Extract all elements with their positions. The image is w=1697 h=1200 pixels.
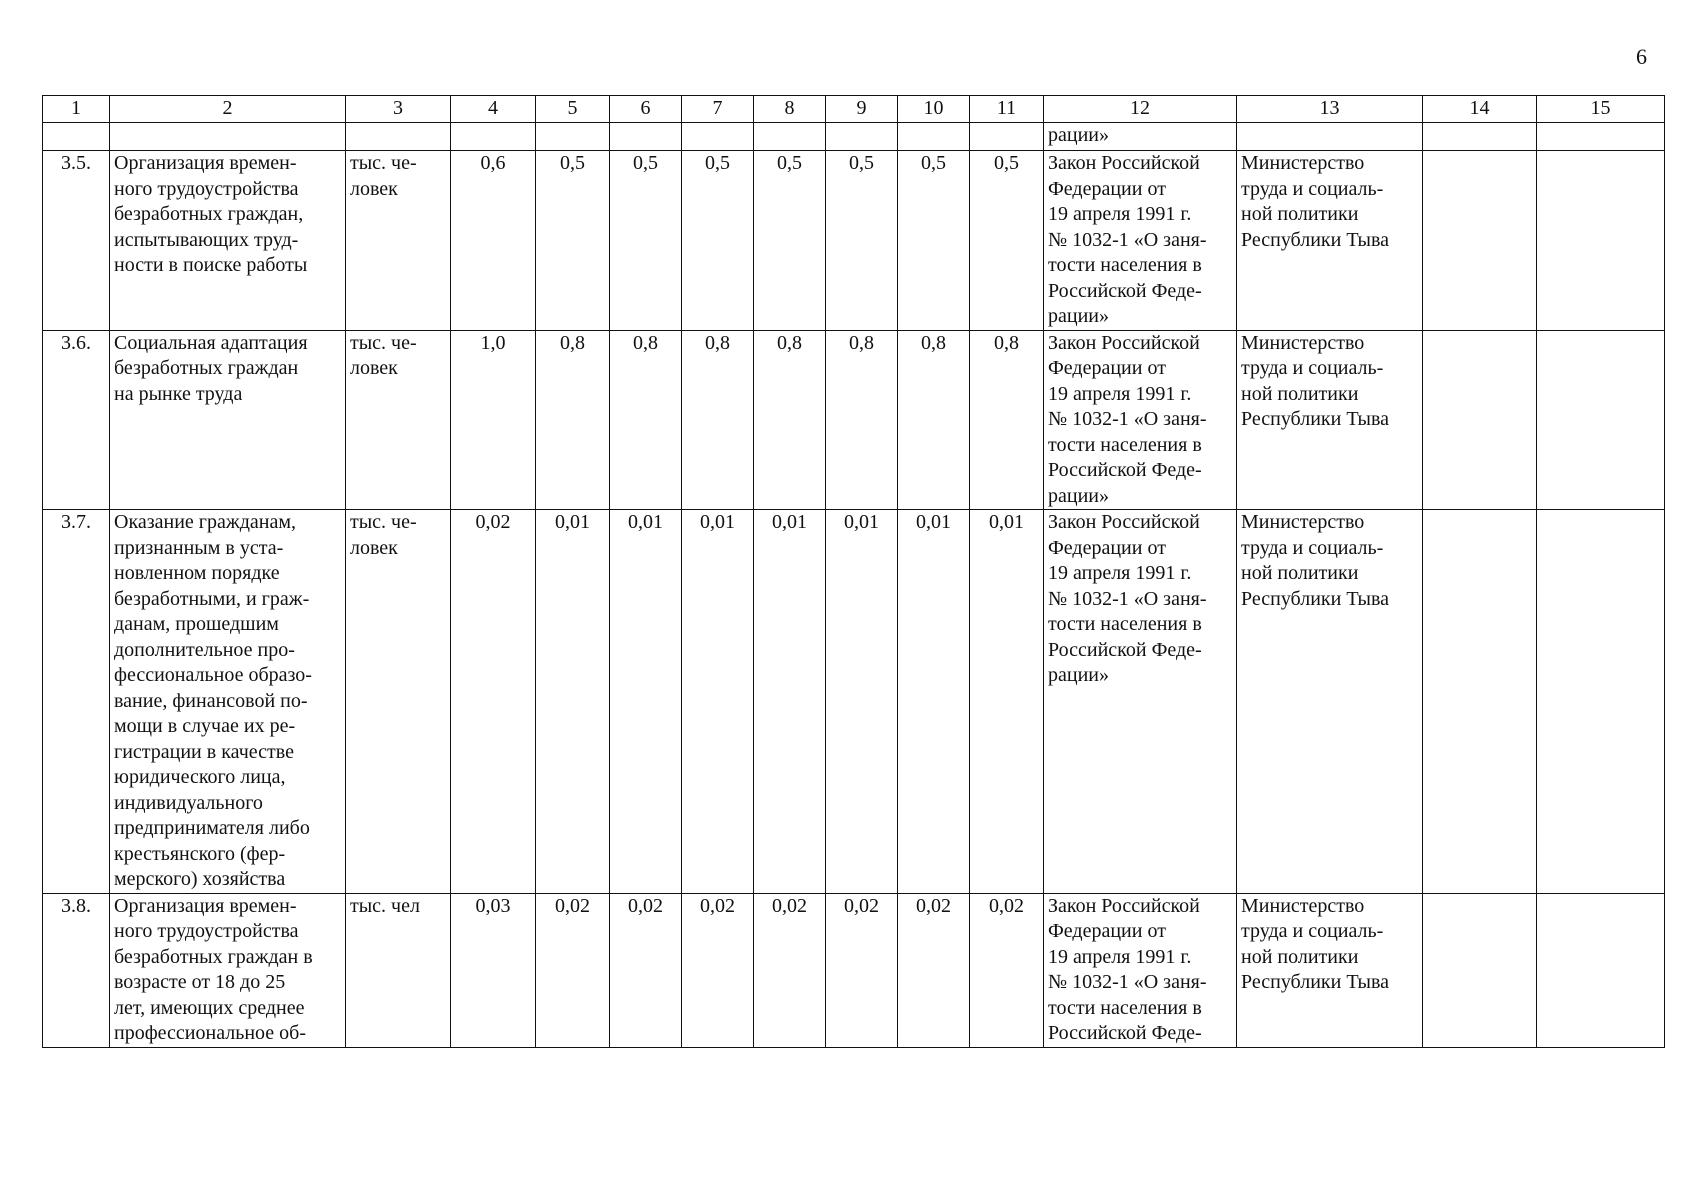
value-cell: 0,5 <box>610 151 682 331</box>
value-cell: 0,5 <box>682 151 754 331</box>
table-row <box>43 151 1665 331</box>
column-14-cell <box>1423 510 1537 894</box>
empty-cell <box>754 123 826 151</box>
row-number-cell: 3.7. <box>43 510 110 894</box>
empty-cell <box>110 123 346 151</box>
value-cell: 0,8 <box>682 330 754 510</box>
column-number: 9 <box>826 96 898 123</box>
column-15-cell <box>1537 151 1665 331</box>
legal-basis-cell: Закон Российской Федерации от 19 апреля 1991 г. № 1032-1 «О заня- тости населения в Российской Феде- рации» <box>1044 151 1237 331</box>
column-number: 11 <box>970 96 1044 123</box>
empty-cell <box>682 123 754 151</box>
empty-cell <box>451 123 536 151</box>
value-cell: 0,5 <box>970 151 1044 331</box>
column-14-cell <box>1423 151 1537 331</box>
column-number: 12 <box>1044 96 1237 123</box>
empty-cell <box>1537 123 1665 151</box>
empty-cell <box>1423 123 1537 151</box>
value-cell: 0,5 <box>898 151 970 331</box>
legal-basis-cell: Закон Российской Федерации от 19 апреля 1991 г. № 1032-1 «О заня- тости населения в Российской Феде- рации» <box>1044 330 1237 510</box>
value-cell: 0,02 <box>970 893 1044 1047</box>
column-number: 5 <box>536 96 610 123</box>
unit-cell: тыс. че- ловек <box>346 151 451 331</box>
value-cell: 0,03 <box>451 893 536 1047</box>
value-cell: 0,8 <box>536 330 610 510</box>
responsible-cell: Министерство труда и социаль- ной политики Республики Тыва <box>1237 893 1423 1047</box>
page-number: 6 <box>1636 44 1647 69</box>
table-row <box>43 510 1665 894</box>
legal-basis-cell: Закон Российской Федерации от 19 апреля 1991 г. № 1032-1 «О заня- тости населения в Российской Феде- <box>1044 893 1237 1047</box>
column-number: 10 <box>898 96 970 123</box>
column-15-cell <box>1537 893 1665 1047</box>
column-14-cell <box>1423 893 1537 1047</box>
empty-cell <box>346 123 451 151</box>
value-cell: 0,02 <box>536 893 610 1047</box>
unit-cell: тыс. че- ловек <box>346 330 451 510</box>
value-cell: 0,01 <box>754 510 826 894</box>
value-cell: 0,8 <box>754 330 826 510</box>
value-cell: 0,02 <box>898 893 970 1047</box>
measure-name-cell: Организация времен- ного трудоустройства безработных граждан, испытывающих труд- ности в поиске работы <box>110 151 346 331</box>
row-number-cell: 3.5. <box>43 151 110 331</box>
value-cell: 0,01 <box>970 510 1044 894</box>
empty-cell <box>536 123 610 151</box>
column-numbers-row <box>43 96 1665 123</box>
column-number: 3 <box>346 96 451 123</box>
value-cell: 0,01 <box>682 510 754 894</box>
value-cell: 0,5 <box>826 151 898 331</box>
empty-cell <box>898 123 970 151</box>
table-row <box>43 893 1665 1047</box>
column-number: 7 <box>682 96 754 123</box>
law-continuation-cell: рации» <box>1044 123 1237 151</box>
value-cell: 0,01 <box>898 510 970 894</box>
value-cell: 0,02 <box>826 893 898 1047</box>
column-number: 4 <box>451 96 536 123</box>
unit-cell: тыс. че- ловек <box>346 510 451 894</box>
program-table <box>42 95 1665 1048</box>
column-14-cell <box>1423 330 1537 510</box>
measure-name-cell: Оказание гражданам, признанным в уста- новленном порядке безработными, и граж- данам, прошедшим дополнительное про- фессиональное образо- вание, финансовой по- мощи в случае их ре- гистрации в качестве юридического лица, индивидуального предпринимателя либо крестьянского (фер- мерского) хозяйства <box>110 510 346 894</box>
value-cell: 0,5 <box>754 151 826 331</box>
column-number: 14 <box>1423 96 1537 123</box>
value-cell: 0,02 <box>754 893 826 1047</box>
empty-cell <box>610 123 682 151</box>
value-cell: 0,01 <box>536 510 610 894</box>
value-cell: 0,5 <box>536 151 610 331</box>
value-cell: 0,02 <box>610 893 682 1047</box>
value-cell: 1,0 <box>451 330 536 510</box>
value-cell: 0,01 <box>826 510 898 894</box>
column-number: 15 <box>1537 96 1665 123</box>
responsible-cell: Министерство труда и социаль- ной политики Республики Тыва <box>1237 510 1423 894</box>
empty-cell <box>970 123 1044 151</box>
table-row <box>43 330 1665 510</box>
continuation-row <box>43 123 1665 151</box>
column-number: 2 <box>110 96 346 123</box>
value-cell: 0,8 <box>970 330 1044 510</box>
legal-basis-cell: Закон Российской Федерации от 19 апреля 1991 г. № 1032-1 «О заня- тости населения в Российской Феде- рации» <box>1044 510 1237 894</box>
value-cell: 0,8 <box>610 330 682 510</box>
value-cell: 0,01 <box>610 510 682 894</box>
row-number-cell: 3.8. <box>43 893 110 1047</box>
empty-cell <box>43 123 110 151</box>
value-cell: 0,02 <box>451 510 536 894</box>
empty-cell <box>1237 123 1423 151</box>
value-cell: 0,6 <box>451 151 536 331</box>
value-cell: 0,8 <box>898 330 970 510</box>
column-15-cell <box>1537 510 1665 894</box>
column-number: 6 <box>610 96 682 123</box>
column-number: 1 <box>43 96 110 123</box>
value-cell: 0,8 <box>826 330 898 510</box>
measure-name-cell: Социальная адаптация безработных граждан на рынке труда <box>110 330 346 510</box>
row-number-cell: 3.6. <box>43 330 110 510</box>
column-15-cell <box>1537 330 1665 510</box>
responsible-cell: Министерство труда и социаль- ной политики Республики Тыва <box>1237 151 1423 331</box>
responsible-cell: Министерство труда и социаль- ной политики Республики Тыва <box>1237 330 1423 510</box>
column-number: 8 <box>754 96 826 123</box>
value-cell: 0,02 <box>682 893 754 1047</box>
unit-cell: тыс. чел <box>346 893 451 1047</box>
column-number: 13 <box>1237 96 1423 123</box>
measure-name-cell: Организация времен- ного трудоустройства безработных граждан в возрасте от 18 до 25 лет, имеющих среднее профессиональное об- <box>110 893 346 1047</box>
empty-cell <box>826 123 898 151</box>
